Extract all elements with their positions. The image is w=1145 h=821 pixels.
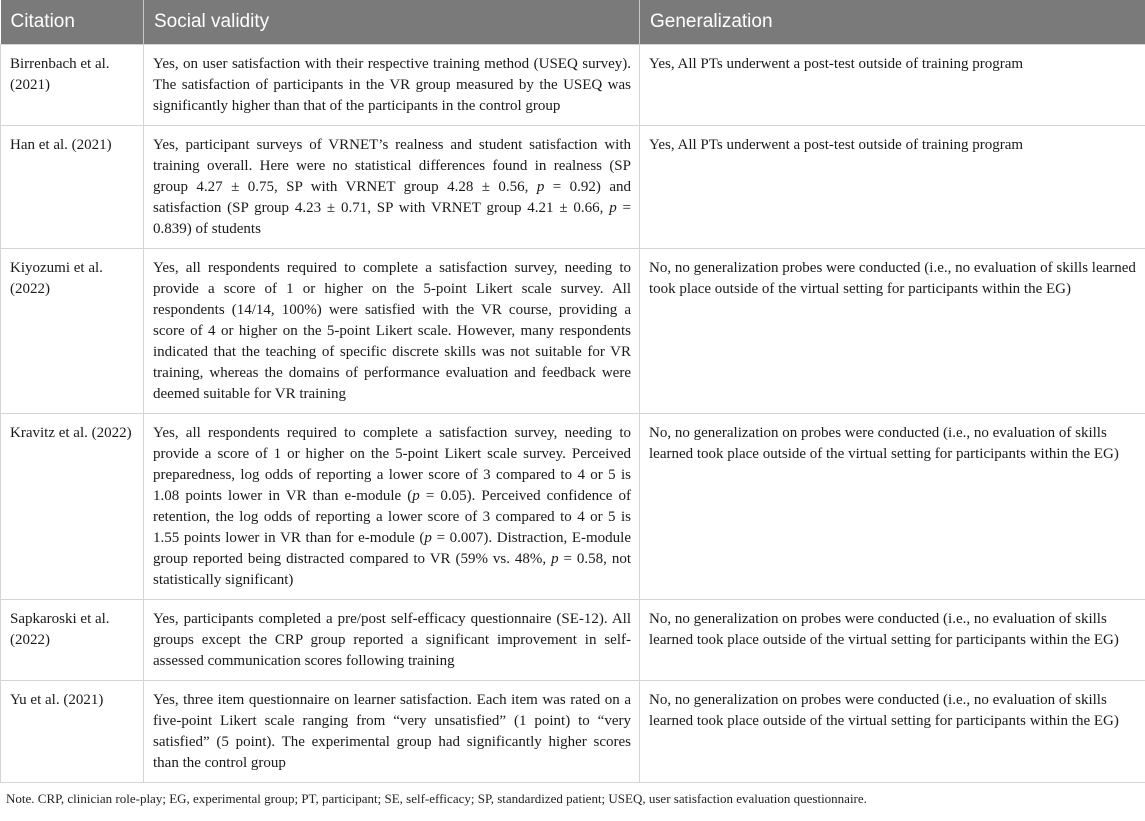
text-segment: = 0.05). Perceived confidence of retention, the log odds of reporting a lower score of 3 compared to 4 or 5 is 1.55 points lower in VR than for e-module ( bbox=[153, 488, 631, 546]
social-validity-cell bbox=[144, 126, 640, 249]
generalization-cell: No, no generalization on probes were conducted (i.e., no evaluation of skills learned took place outside of the virtual setting for participants within the EG) bbox=[640, 414, 1145, 600]
table-body bbox=[1, 45, 1145, 783]
table-note: Note. CRP, clinician role-play; EG, experimental group; PT, participant; SE, self-efficacy; SP, standardized patient; USEQ, user satisfaction evaluation questionnaire. bbox=[6, 791, 867, 806]
table-row bbox=[1, 126, 1145, 249]
table-row bbox=[1, 600, 1145, 681]
social-validity-cell: Yes, three item questionnaire on learner satisfaction. Each item was rated on a five-point Likert scale ranging from “very unsatisfied” (1 point) to “very satisfied” (5 point). The experimental group had significantly higher scores than the control group bbox=[144, 681, 640, 783]
table-row bbox=[1, 681, 1145, 783]
citation-cell: Kiyozumi et al. (2022) bbox=[1, 249, 144, 414]
text-segment: Yes, participant surveys of VRNET’s realness and student satisfaction with training overall. Here were no statistical differences found in realness (SP group 4.27 ± 0.75, SP with VRNET group 4.28 ± 0.56, bbox=[153, 137, 631, 195]
text-segment: = 0.839) of students bbox=[153, 200, 631, 237]
generalization-cell: Yes, All PTs underwent a post-test outside of training program bbox=[640, 126, 1145, 249]
p-symbol: p bbox=[609, 200, 617, 216]
table-header bbox=[1, 0, 1145, 45]
header-row bbox=[1, 0, 1145, 45]
table-row bbox=[1, 414, 1145, 600]
citation-cell: Sapkaroski et al. (2022) bbox=[1, 600, 144, 681]
generalization-cell: No, no generalization on probes were conducted (i.e., no evaluation of skills learned took place outside of the virtual setting for participants within the EG) bbox=[640, 681, 1145, 783]
generalization-cell: No, no generalization probes were conducted (i.e., no evaluation of skills learned took place outside of the virtual setting for participants within the EG) bbox=[640, 249, 1145, 414]
social-validity-cell: Yes, all respondents required to complete a satisfaction survey, needing to provide a score of 1 or higher on the 5-point Likert scale survey. All respondents (14/14, 100%) were satisfied with the VR course, providing a score of 4 or higher on the 5-point Likert scale. However, many respondents indicated that the teaching of specific discrete skills was not suitable for VR training, whereas the domains of performance evaluation and feedback were deemed suitable for VR training bbox=[144, 249, 640, 414]
social-validity-cell: Yes, on user satisfaction with their respective training method (USEQ survey). The satisfaction of participants in the VR group measured by the USEQ was significantly higher than that of the participants in the control group bbox=[144, 45, 640, 126]
citation-cell: Han et al. (2021) bbox=[1, 126, 144, 249]
column-header-generalization: Generalization bbox=[640, 0, 1145, 45]
text-segment: = 0.92) and satisfaction (SP group 4.23 ± 0.71, SP with VRNET group 4.21 ± 0.66, bbox=[153, 179, 631, 216]
citation-cell: Kravitz et al. (2022) bbox=[1, 414, 144, 600]
social-validity-cell bbox=[144, 414, 640, 600]
generalization-cell: No, no generalization on probes were conducted (i.e., no evaluation of skills learned took place outside of the virtual setting for participants within the EG) bbox=[640, 600, 1145, 681]
social-validity-cell: Yes, participants completed a pre/post self-efficacy questionnaire (SE-12). All groups except the CRP group reported a significant improvement in self-assessed communication scores following training bbox=[144, 600, 640, 681]
text-segment: Yes, all respondents required to complete a satisfaction survey, needing to provide a score of 1 or higher on the 5-point Likert scale survey. Perceived preparedness, log odds of reporting a lower score of 3 compared to 4 or 5 is 1.08 points lower in VR than e-module ( bbox=[153, 425, 631, 504]
generalization-cell: Yes, All PTs underwent a post-test outside of training program bbox=[640, 45, 1145, 126]
p-symbol: p bbox=[536, 179, 545, 195]
table-row bbox=[1, 249, 1145, 414]
p-symbol: p bbox=[551, 551, 559, 567]
column-header-social-validity: Social validity bbox=[144, 0, 640, 45]
p-symbol: p bbox=[412, 488, 420, 504]
p-symbol: p bbox=[424, 530, 432, 546]
text-segment: = 0.007). Distraction, E-module group reported being distracted compared to VR (59% vs. 48%, bbox=[153, 530, 632, 567]
column-header-citation: Citation bbox=[1, 0, 144, 45]
citation-cell: Yu et al. (2021) bbox=[1, 681, 144, 783]
table-row bbox=[1, 45, 1145, 126]
citation-cell: Birrenbach et al. (2021) bbox=[1, 45, 144, 126]
text-segment: = 0.58, not statistically significant) bbox=[153, 551, 631, 588]
